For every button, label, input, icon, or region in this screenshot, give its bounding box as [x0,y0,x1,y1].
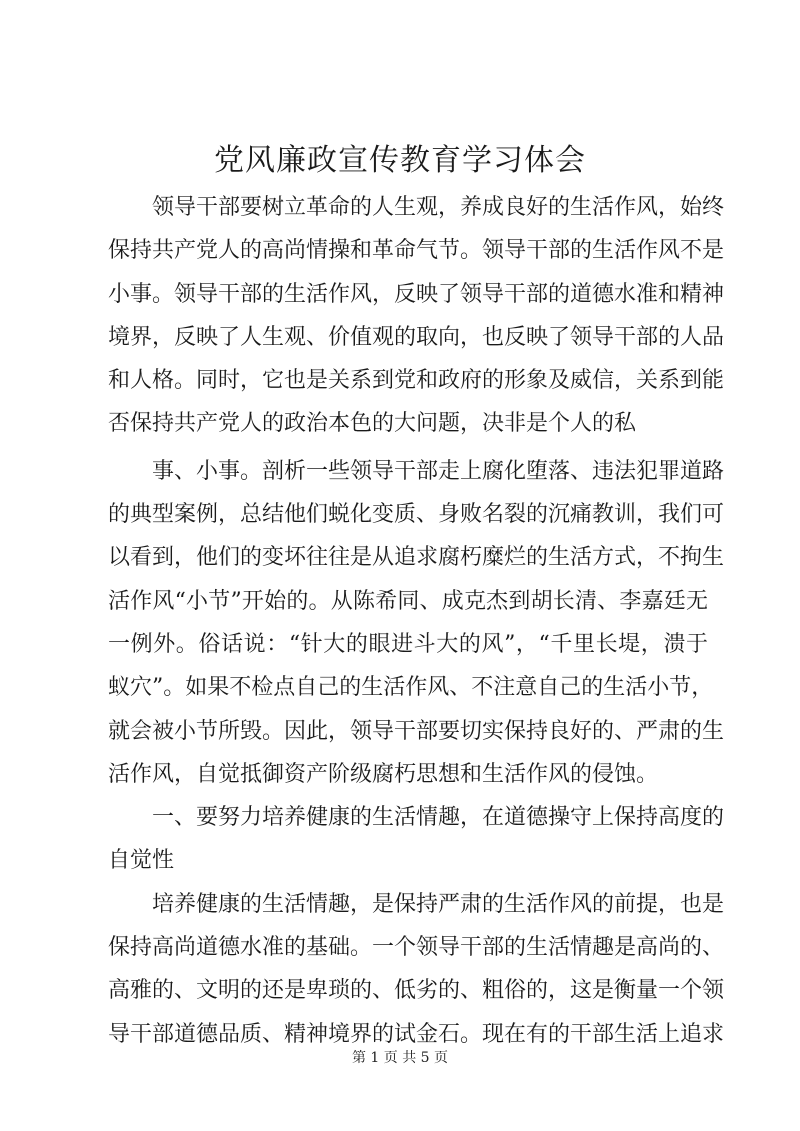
text-line: 蚁穴”。如果不检点自己的生活作风、不注意自己的生活小节， [108,675,714,701]
section-heading-line: 一、要努力培养健康的生活情趣，在道德操守上保持高度的 [152,805,725,831]
text-line: 以看到，他们的变坏往往是从追求腐朽糜烂的生活方式，不拘生 [108,545,725,571]
text-line: 境界，反映了人生观、价值观的取向，也反映了领导干部的人品 [108,324,725,350]
text-line: 事、小事。剖析一些领导干部走上腐化堕落、违法犯罪道路 [152,458,725,484]
document-body [108,186,725,1056]
text-line: 小事。领导干部的生活作风，反映了领导干部的道德水准和精神 [108,281,725,307]
text-line: 活作风“小节”开始的。从陈希同、成克杰到胡长清、李嘉廷无 [108,588,708,614]
text-line: 一例外。俗话说：“针大的眼进斗大的风”，“千里长堤，溃于 [108,631,708,657]
text-line: 保持高尚道德水准的基础。一个领导干部的生活情趣是高尚的、 [108,935,725,961]
section-heading-line: 自觉性 [108,848,175,874]
document-title: 党风廉政宣传教育学习体会 [214,143,586,178]
text-line: 否保持共产党人的政治本色的大问题，决非是个人的私 [108,411,637,437]
text-line: 就会被小节所毁。因此，领导干部要切实保持良好的、严肃的生 [108,718,725,744]
text-line: 保持共产党人的高尚情操和革命气节。领导干部的生活作风不是 [108,238,725,264]
text-line: 培养健康的生活情趣，是保持严肃的生活作风的前提，也是 [152,891,725,917]
page-footer: 第 1 页 共 5 页 [351,1050,449,1066]
text-line: 导干部道德品质、精神境界的试金石。现在有的干部生活上追求 [108,1021,725,1047]
text-line: 和人格。同时，它也是关系到党和政府的形象及威信，关系到能 [108,368,725,394]
text-line: 活作风，自觉抵御资产阶级腐朽思想和生活作风的侵蚀。 [108,761,659,787]
text-line: 领导干部要树立革命的人生观，养成良好的生活作风，始终 [152,195,725,220]
text-line: 高雅的、文明的还是卑琐的、低劣的、粗俗的，这是衡量一个领 [108,978,725,1004]
text-line: 的典型案例，总结他们蜕化变质、身败名裂的沉痛教训，我们可 [108,502,725,528]
